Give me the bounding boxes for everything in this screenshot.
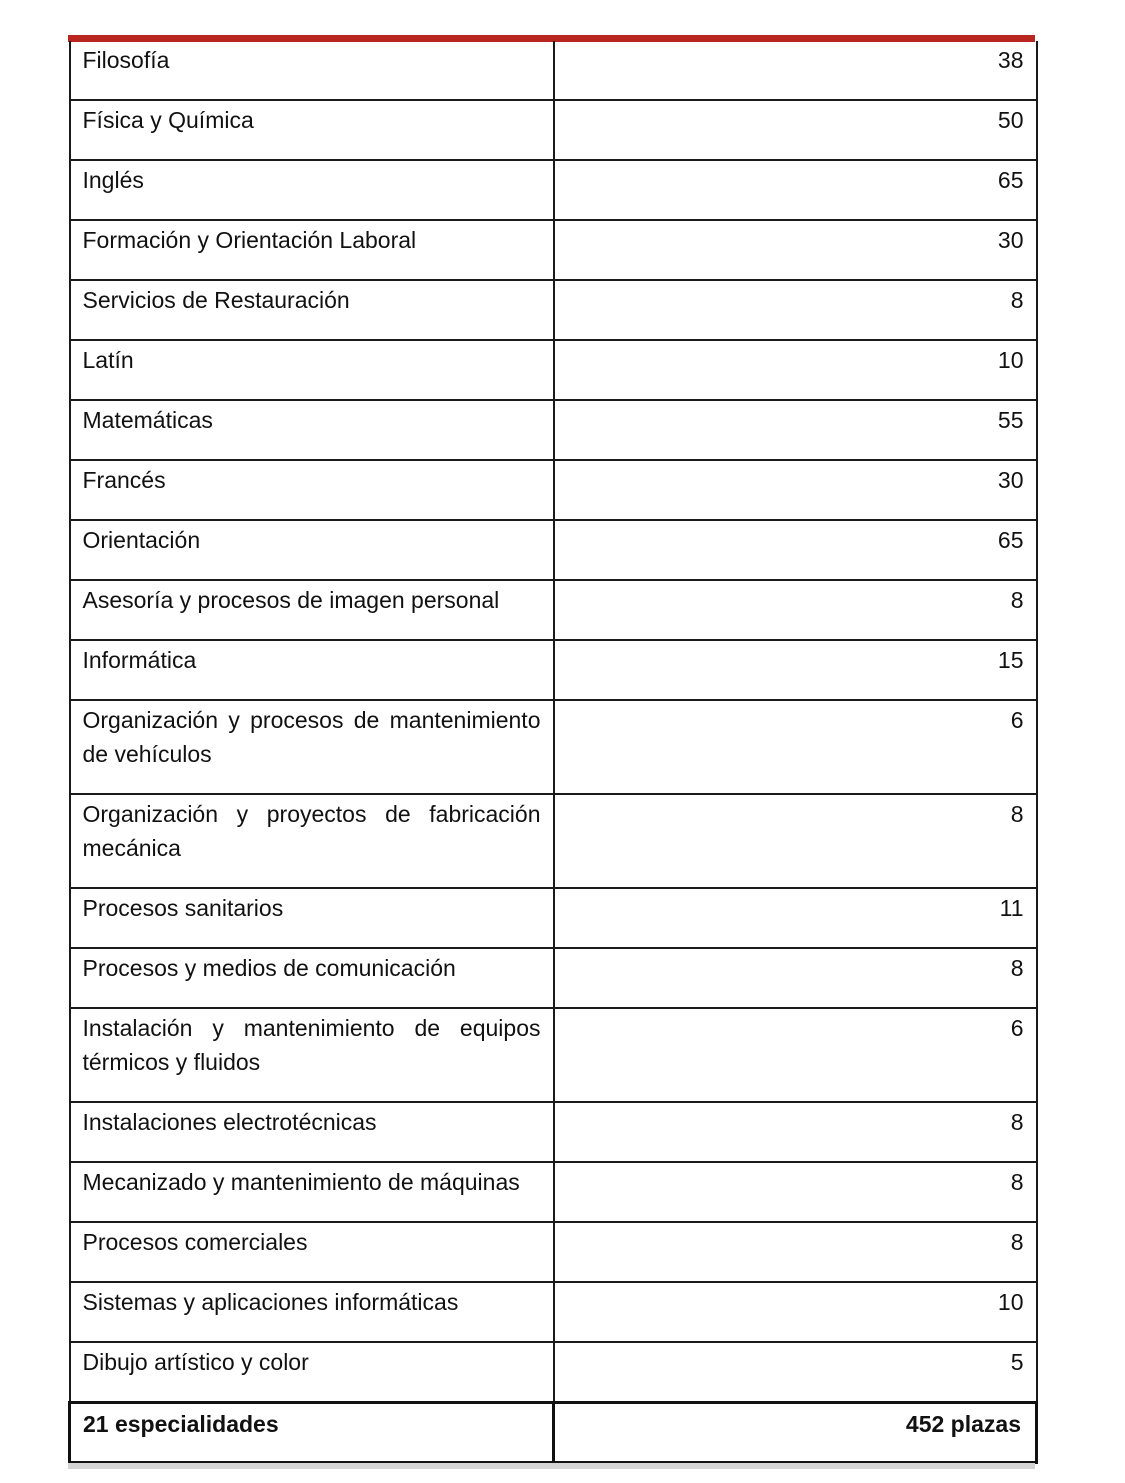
table-row xyxy=(70,41,1037,100)
table-row xyxy=(70,160,1037,220)
table-row xyxy=(70,794,1037,888)
especialidad-cell: Formación y Orientación Laboral xyxy=(70,220,554,280)
total-row xyxy=(70,1403,1037,1463)
table-row xyxy=(70,280,1037,340)
plazas-cell: 8 xyxy=(554,1102,1037,1162)
table-row xyxy=(70,580,1037,640)
table-row xyxy=(70,460,1037,520)
plazas-cell: 6 xyxy=(554,1008,1037,1102)
especialidad-cell: Asesoría y procesos de imagen personal xyxy=(70,580,554,640)
plazas-table xyxy=(68,41,1038,1464)
plazas-cell: 50 xyxy=(554,100,1037,160)
table-row xyxy=(70,520,1037,580)
especialidad-cell: Servicios de Restauración xyxy=(70,280,554,340)
plazas-cell: 10 xyxy=(554,340,1037,400)
especialidad-cell: Física y Química xyxy=(70,100,554,160)
especialidad-cell: Dibujo artístico y color xyxy=(70,1342,554,1403)
plazas-cell: 11 xyxy=(554,888,1037,948)
plazas-cell: 10 xyxy=(554,1282,1037,1342)
plazas-cell: 15 xyxy=(554,640,1037,700)
especialidad-cell: Latín xyxy=(70,340,554,400)
plazas-cell: 8 xyxy=(554,794,1037,888)
especialidad-cell: Organización y proyectos de fabricación mecánica xyxy=(70,794,554,888)
table-row xyxy=(70,888,1037,948)
plazas-cell: 55 xyxy=(554,400,1037,460)
plazas-table-body xyxy=(70,41,1037,1463)
especialidad-cell: Francés xyxy=(70,460,554,520)
table-row xyxy=(70,640,1037,700)
especialidad-cell: Inglés xyxy=(70,160,554,220)
especialidad-cell: Organización y procesos de mantenimiento de vehículos xyxy=(70,700,554,794)
especialidad-cell: Procesos y medios de comunicación xyxy=(70,948,554,1008)
plazas-cell: 8 xyxy=(554,1222,1037,1282)
especialidad-cell: Matemáticas xyxy=(70,400,554,460)
table-row xyxy=(70,100,1037,160)
plazas-cell: 65 xyxy=(554,520,1037,580)
table-row xyxy=(70,340,1037,400)
plazas-cell: 65 xyxy=(554,160,1037,220)
plazas-cell: 30 xyxy=(554,460,1037,520)
especialidad-cell: Instalaciones electrotécnicas xyxy=(70,1102,554,1162)
table-row xyxy=(70,700,1037,794)
especialidad-cell: Informática xyxy=(70,640,554,700)
table-row xyxy=(70,1282,1037,1342)
plazas-cell: 8 xyxy=(554,280,1037,340)
table-row xyxy=(70,948,1037,1008)
especialidad-cell: Procesos sanitarios xyxy=(70,888,554,948)
plazas-cell: 6 xyxy=(554,700,1037,794)
plazas-cell: 5 xyxy=(554,1342,1037,1403)
total-plazas: 452 plazas xyxy=(554,1403,1037,1463)
plazas-cell: 8 xyxy=(554,1162,1037,1222)
plazas-cell: 8 xyxy=(554,948,1037,1008)
table-row xyxy=(70,1102,1037,1162)
especialidad-cell: Filosofía xyxy=(70,41,554,100)
total-especialidades: 21 especialidades xyxy=(70,1403,554,1463)
plazas-cell: 8 xyxy=(554,580,1037,640)
table-row xyxy=(70,1162,1037,1222)
especialidad-cell: Orientación xyxy=(70,520,554,580)
table-row xyxy=(70,1008,1037,1102)
table-row xyxy=(70,1222,1037,1282)
bottom-rule xyxy=(68,1463,1035,1469)
table-row xyxy=(70,1342,1037,1403)
especialidad-cell: Procesos comerciales xyxy=(70,1222,554,1282)
especialidad-cell: Sistemas y aplicaciones informáticas xyxy=(70,1282,554,1342)
plazas-cell: 30 xyxy=(554,220,1037,280)
table-row xyxy=(70,400,1037,460)
especialidad-cell: Mecanizado y mantenimiento de máquinas xyxy=(70,1162,554,1222)
plazas-cell: 38 xyxy=(554,41,1037,100)
table-row xyxy=(70,220,1037,280)
especialidad-cell: Instalación y mantenimiento de equipos térmicos y fluidos xyxy=(70,1008,554,1102)
